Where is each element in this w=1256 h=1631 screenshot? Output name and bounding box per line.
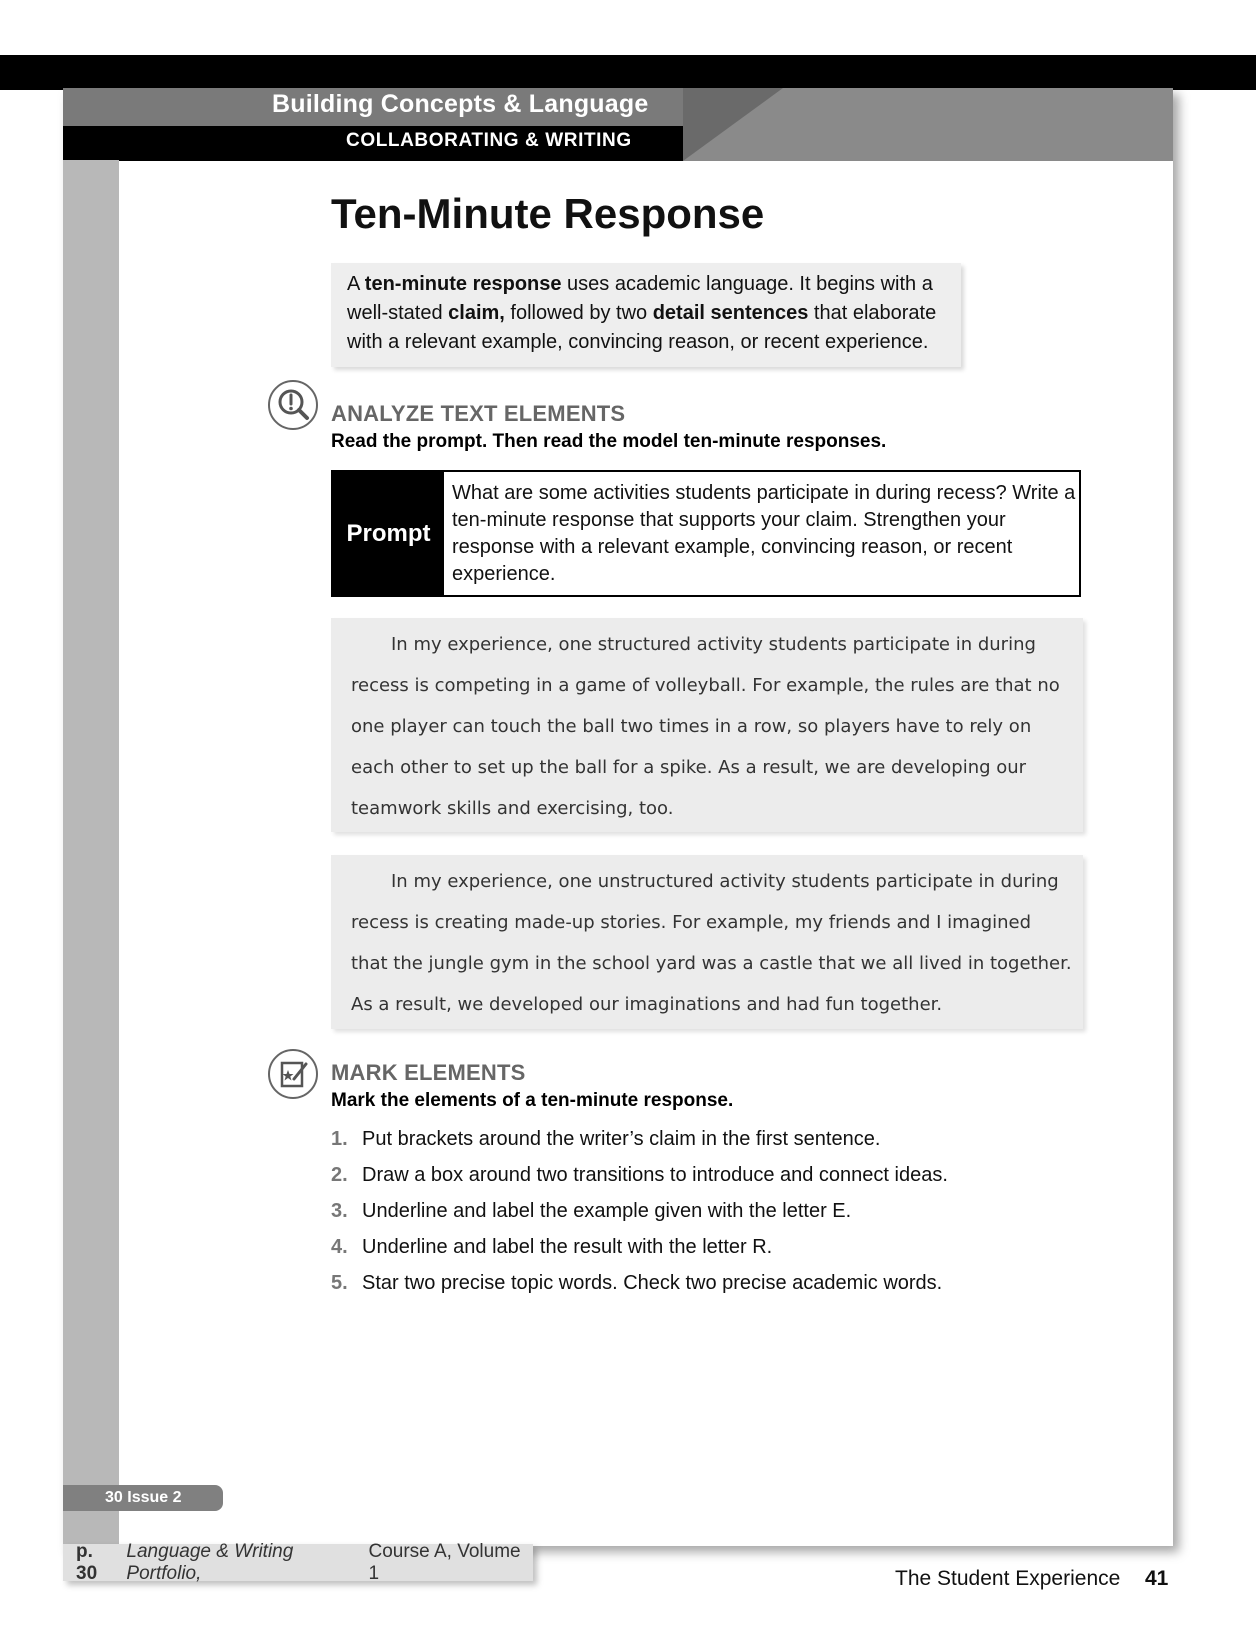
analyze-instruction: Read the prompt. Then read the model ten-minute responses. — [331, 431, 887, 452]
footer-section-title: The Student Experience — [895, 1567, 1121, 1590]
footer-page-number: 41 — [1145, 1567, 1169, 1590]
header-subtitle: COLLABORATING & WRITING — [346, 130, 632, 151]
page-reference-caption: p. 30 Language & Writing Portfolio, Course A, Volume 1 — [63, 1544, 533, 1581]
model-response-1 — [331, 618, 1083, 832]
header-wedge — [683, 88, 783, 161]
definition-box: A ten-minute response uses academic language. It begins with a well-stated claim, followed by two detail sentences that elaborate with a relevant example, convincing reason, or recent experience. — [331, 263, 961, 367]
list-item: 5. Star two precise topic words. Check two precise academic words. — [331, 1272, 943, 1294]
list-item: 1. Put brackets around the writer’s claim in the first sentence. — [331, 1128, 881, 1150]
analyze-heading: ANALYZE TEXT ELEMENTS — [331, 401, 626, 426]
page-title: Ten-Minute Response — [331, 190, 765, 237]
response-text: In my experience, one unstructured activity students participate in during recess is creating made-up stories. For example, my friends and I imagined that the jungle gym in the school yard was a castle that we all lived in together. As a result, we developed our imaginations and had fun together. — [351, 871, 1072, 1015]
mark-instruction: Mark the elements of a ten-minute response. — [331, 1090, 734, 1111]
prompt-text: What are some activities students participate in during recess? Write a ten-minute response that supports your claim. Strengthen your response with a relevant example, convincing reason, or recent experience. — [452, 482, 1076, 585]
mark-steps-list — [331, 1128, 948, 1308]
prompt-box — [331, 470, 1081, 597]
top-black-bar — [0, 55, 1256, 90]
header-title: Building Concepts & Language — [272, 90, 649, 118]
response-text: In my experience, one structured activity students participate in during recess is competing in a game of volleyball. For example, the rules are that no one player can touch the ball two times in a row, so players have to rely on each other to set up the ball for a spike. As a result, we are developing our teamwork skills and exercising, too. — [351, 634, 1060, 819]
mark-heading: MARK ELEMENTS — [331, 1060, 526, 1085]
magnifier-exclamation-icon — [268, 380, 318, 430]
sidebar-strip — [63, 160, 119, 1546]
list-item: 2. Draw a box around two transitions to introduce and connect ideas. — [331, 1164, 948, 1186]
model-response-2 — [331, 855, 1083, 1029]
pencil-star-icon — [268, 1049, 318, 1099]
prompt-label: Prompt — [333, 472, 444, 595]
list-item: 4. Underline and label the result with the letter R. — [331, 1236, 773, 1258]
issue-tab: 30 Issue 2 — [63, 1485, 223, 1511]
list-item: 3. Underline and label the example given with the letter E. — [331, 1200, 852, 1222]
